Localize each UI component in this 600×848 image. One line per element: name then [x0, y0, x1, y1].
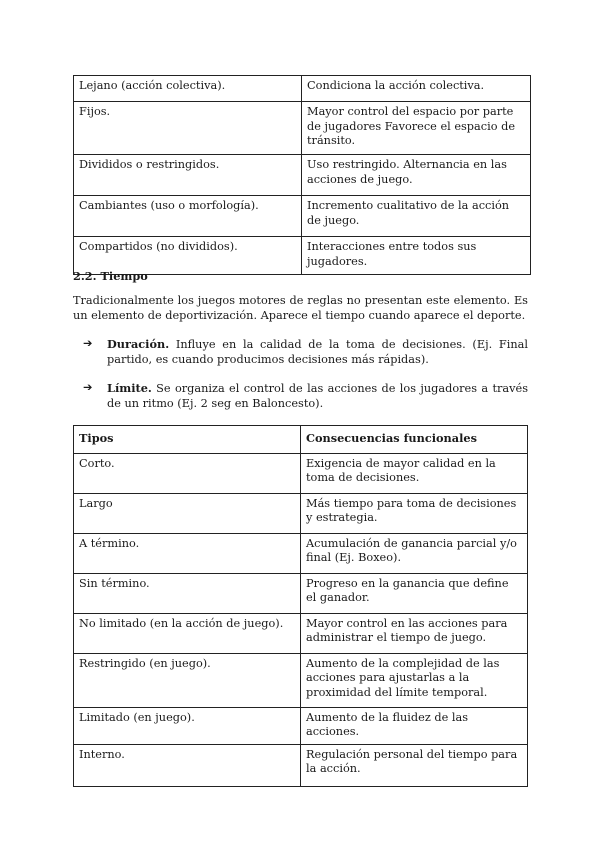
table-cell: Aumento de la fluidez de las acciones.: [301, 707, 528, 744]
column-header: Consecuencias funcionales: [301, 426, 528, 454]
space-types-table: [73, 75, 531, 275]
column-header: Tipos: [74, 426, 301, 454]
table-row: [74, 653, 528, 707]
bullet-item: [83, 381, 528, 411]
table-cell: Largo: [74, 493, 301, 533]
table-row: [74, 573, 528, 613]
table-cell: Mayor control en las acciones para administrar el tiempo de juego.: [301, 613, 528, 653]
table-cell: Exigencia de mayor calidad en la toma de decisiones.: [301, 453, 528, 493]
table-row: [74, 493, 528, 533]
arrow-icon: ➔: [83, 337, 93, 350]
table-row: [74, 453, 528, 493]
table-cell: Interacciones entre todos sus jugadores.: [302, 237, 531, 275]
table-cell: Restringido (en juego).: [74, 653, 301, 707]
table-row: [74, 102, 531, 155]
table-cell: Limitado (en juego).: [74, 707, 301, 744]
table-row: [74, 76, 531, 102]
table-cell: Interno.: [74, 744, 301, 786]
table-cell: Divididos o restringidos.: [74, 155, 302, 196]
bullet-term: Límite.: [107, 381, 152, 395]
table-cell: A término.: [74, 533, 301, 573]
table-cell: Incremento cualitativo de la acción de juego.: [302, 196, 531, 237]
arrow-icon: ➔: [83, 381, 93, 394]
bullet-term: Duración.: [107, 337, 170, 351]
table-cell: Fijos.: [74, 102, 302, 155]
table-cell: Regulación personal del tiempo para la acción.: [301, 744, 528, 786]
table-cell: Lejano (acción colectiva).: [74, 76, 302, 102]
table-cell: Sin término.: [74, 573, 301, 613]
table-row: [74, 744, 528, 786]
section-heading: 2.2. Tiempo: [73, 269, 148, 283]
bullet-item: [83, 337, 528, 367]
table-cell: Más tiempo para toma de decisiones y estrategia.: [301, 493, 528, 533]
section-paragraph: Tradicionalmente los juegos motores de reglas no presentan este elemento. Es un elemento de deportivización. Aparece el tiempo cuando aparece el deporte.: [73, 294, 528, 322]
table-row: [74, 155, 531, 196]
table-cell: Compartidos (no divididos).: [74, 237, 302, 275]
table-cell: Mayor control del espacio por parte de jugadores Favorece el espacio de tránsito.: [302, 102, 531, 155]
table-cell: Uso restringido. Alternancia en las acciones de juego.: [302, 155, 531, 196]
time-types-table: [73, 425, 528, 787]
table-cell: Aumento de la complejidad de las acciones para ajustarlas a la proximidad del límite temporal.: [301, 653, 528, 707]
bullet-text: Influye en la calidad de la toma de decisiones. (Ej. Final partido, es cuando producimos decisiones más rápidas).: [107, 338, 528, 366]
table-row: [74, 707, 528, 744]
table-cell: No limitado (en la acción de juego).: [74, 613, 301, 653]
table-cell: Condiciona la acción colectiva.: [302, 76, 531, 102]
table-row: [74, 196, 531, 237]
table-cell: Cambiantes (uso o morfología).: [74, 196, 302, 237]
table-row: [74, 533, 528, 573]
table-cell: Corto.: [74, 453, 301, 493]
table-cell: Acumulación de ganancia parcial y/o final (Ej. Boxeo).: [301, 533, 528, 573]
table-header-row: [74, 426, 528, 454]
table-row: [74, 613, 528, 653]
bullet-text: Se organiza el control de las acciones de los jugadores a través de un ritmo (Ej. 2 seg en Baloncesto).: [107, 382, 528, 410]
table-cell: Progreso en la ganancia que define el ganador.: [301, 573, 528, 613]
